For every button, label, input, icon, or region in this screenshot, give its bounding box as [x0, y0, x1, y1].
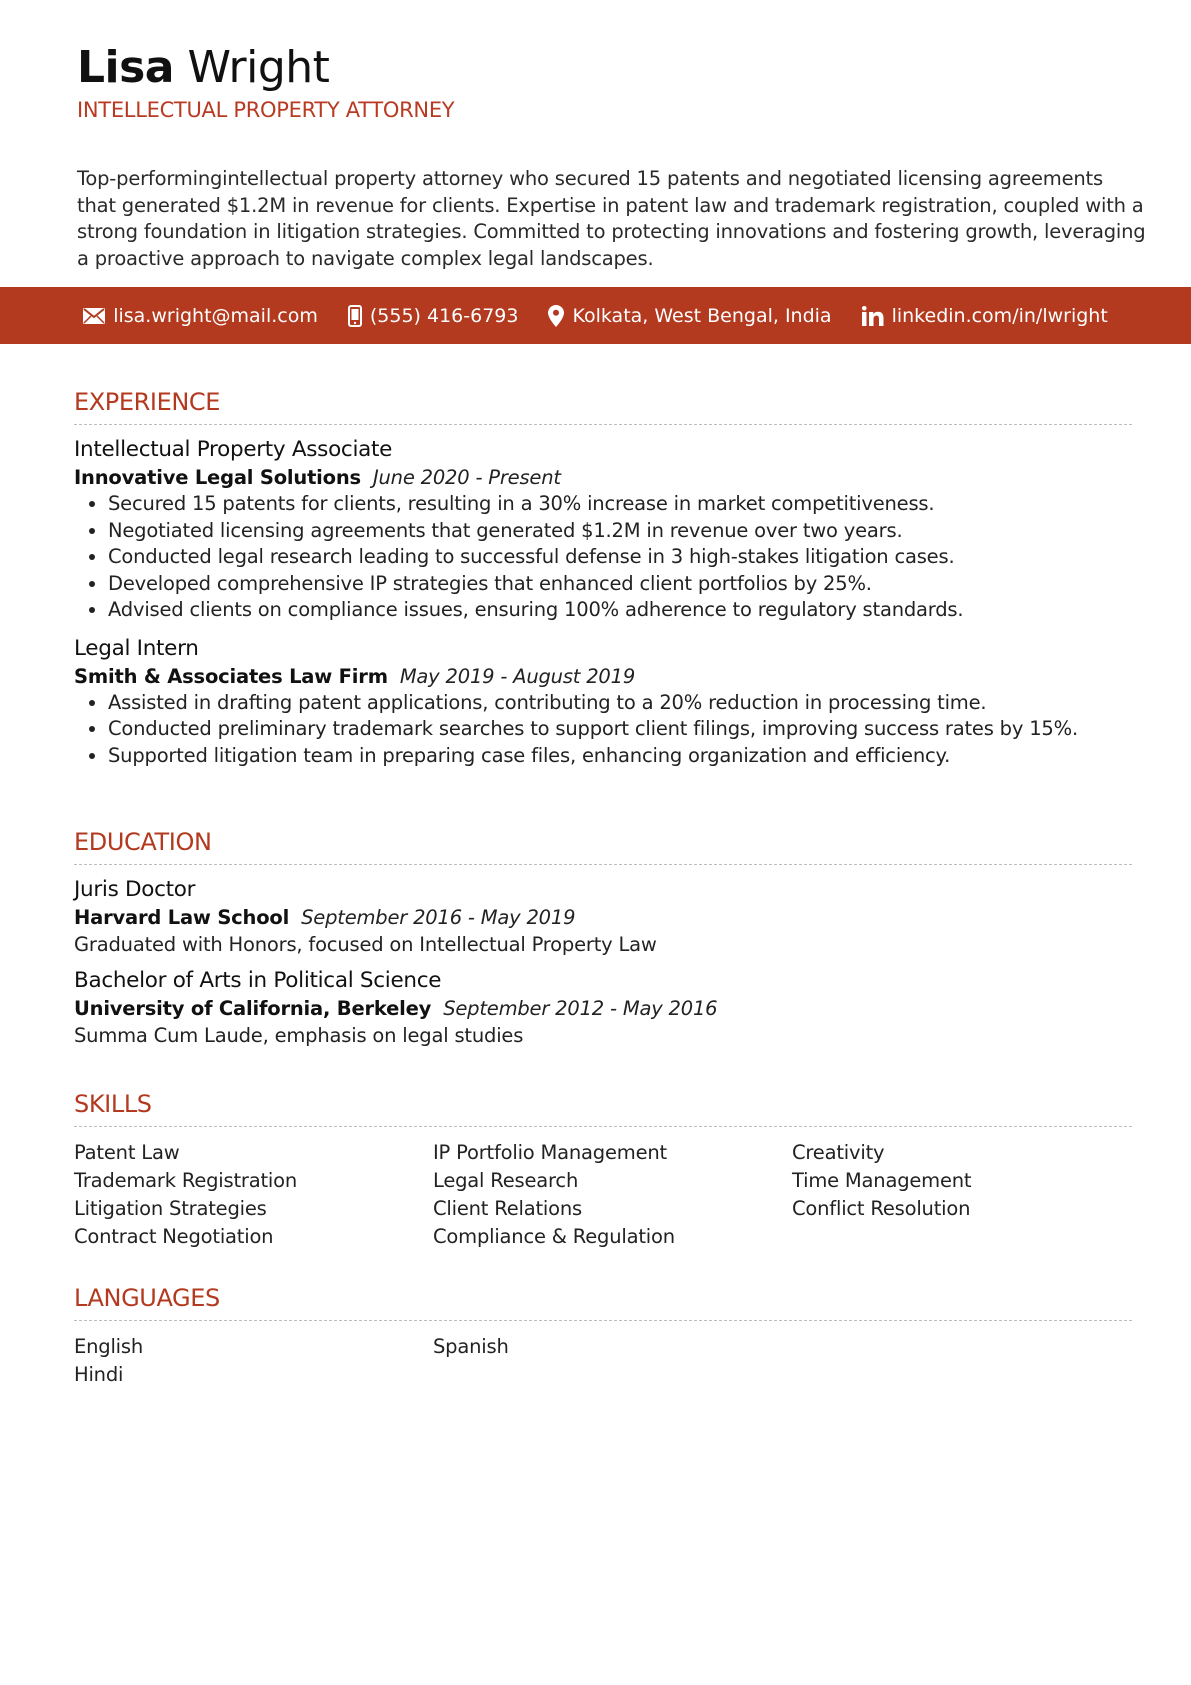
company-name: Smith & Associates Law Firm	[74, 664, 388, 688]
experience-entry	[74, 437, 1132, 624]
skill-item: Patent Law	[74, 1141, 180, 1164]
school-name: Harvard Law School	[74, 906, 290, 929]
email-text: lisa.wright@mail.com	[113, 304, 318, 327]
education-description: Graduated with Honors, focused on Intellectual Property Law	[74, 933, 657, 956]
education-meta	[74, 906, 1132, 929]
list-item: • Assisted in drafting patent applications, contributing to a 20% reduction in processing time.	[108, 690, 1132, 717]
degree-title: Juris Doctor	[74, 877, 196, 902]
skills-section	[74, 1090, 1132, 1251]
resume-header	[0, 0, 1191, 122]
job-headline: INTELLECTUAL PROPERTY ATTORNEY	[77, 98, 455, 122]
skill-item: Conflict Resolution	[792, 1197, 971, 1220]
last-name: Wright	[187, 42, 330, 93]
linkedin-text: linkedin.com/in/lwright	[891, 304, 1108, 327]
list-item: • Conducted preliminary trademark searches to support client filings, improving success rates by 15%.	[108, 716, 1132, 743]
achievement-list	[74, 491, 1132, 624]
list-item: • Advised clients on compliance issues, ensuring 100% adherence to regulatory standards.	[108, 597, 1132, 624]
language-item: Spanish	[433, 1335, 509, 1358]
summary-paragraph: Top-performingintellectual property attorney who secured 15 patents and negotiated licensing agreements that generated $1.2M in revenue for clients. Expertise in patent law and trademark registration, coupled with a strong foundation in litigation strategies. Committed to protecting innovations and fostering growth, leveraging a proactive approach to navigate complex legal landscapes.	[77, 167, 1146, 270]
degree-title: Bachelor of Arts in Political Science	[74, 968, 442, 993]
job-meta	[74, 665, 1132, 688]
mail-icon	[83, 308, 105, 324]
job-title: Intellectual Property Associate	[74, 437, 393, 462]
skill-item: Trademark Registration	[74, 1169, 298, 1192]
experience-entry	[74, 636, 1132, 770]
location-text: Kolkata, West Bengal, India	[572, 304, 832, 327]
first-name: Lisa	[77, 42, 174, 93]
list-item: • Supported litigation team in preparing case files, enhancing organization and efficiency.	[108, 743, 1132, 770]
job-dates: May 2019 - August 2019	[399, 664, 636, 688]
skill-item: Time Management	[792, 1169, 972, 1192]
school-name: University of California, Berkeley	[74, 997, 432, 1020]
candidate-name	[77, 40, 1191, 96]
skill-item: Legal Research	[433, 1169, 579, 1192]
location-icon	[548, 305, 564, 327]
job-meta	[74, 466, 1132, 489]
contact-email[interactable]	[83, 305, 318, 327]
list-item: • Secured 15 patents for clients, resulting in a 30% increase in market competitiveness.	[108, 491, 1132, 518]
list-item: • Conducted legal research leading to successful defense in 3 high-stakes litigation cases.	[108, 544, 1132, 571]
contact-location	[548, 305, 831, 327]
skill-item: Litigation Strategies	[74, 1197, 267, 1220]
list-item: • Developed comprehensive IP strategies that enhanced client portfolios by 25%.	[108, 571, 1132, 598]
language-item: Hindi	[74, 1363, 124, 1386]
language-item: English	[74, 1335, 144, 1358]
skill-item: Creativity	[792, 1141, 885, 1164]
job-title: Legal Intern	[74, 635, 199, 661]
company-name: Innovative Legal Solutions	[74, 466, 361, 489]
skill-item: IP Portfolio Management	[433, 1141, 667, 1164]
experience-section	[74, 388, 1132, 769]
contact-phone[interactable]	[348, 305, 519, 327]
section-heading: SKILLS	[74, 1090, 1132, 1127]
education-entry	[74, 877, 1132, 956]
phone-text: (555) 416-6793	[369, 304, 519, 327]
linkedin-icon	[862, 306, 884, 326]
skills-column	[792, 1139, 1132, 1251]
section-heading: EDUCATION	[74, 828, 1132, 865]
languages-section	[74, 1284, 1132, 1389]
languages-column	[74, 1333, 433, 1389]
education-description: Summa Cum Laude, emphasis on legal studies	[74, 1024, 524, 1047]
skills-column	[433, 1139, 792, 1251]
education-meta	[74, 997, 1132, 1020]
skills-column	[74, 1139, 433, 1251]
languages-grid	[74, 1333, 1132, 1389]
education-dates: September 2012 - May 2016	[443, 997, 718, 1020]
job-dates: June 2020 - Present	[372, 466, 561, 489]
phone-icon	[348, 305, 362, 327]
achievement-list	[74, 690, 1132, 770]
section-heading: EXPERIENCE	[74, 388, 1132, 425]
skill-item: Contract Negotiation	[74, 1225, 274, 1248]
education-entry	[74, 968, 1132, 1047]
list-item: • Negotiated licensing agreements that generated $1.2M in revenue over two years.	[108, 518, 1132, 545]
skill-item: Client Relations	[433, 1197, 583, 1220]
education-dates: September 2016 - May 2019	[301, 906, 576, 929]
skills-grid	[74, 1139, 1132, 1251]
section-heading: LANGUAGES	[74, 1284, 1132, 1321]
education-section	[74, 828, 1132, 1047]
contact-linkedin[interactable]	[862, 305, 1108, 327]
skill-item: Compliance & Regulation	[433, 1225, 675, 1248]
contact-bar	[0, 287, 1191, 344]
languages-column	[433, 1333, 792, 1389]
